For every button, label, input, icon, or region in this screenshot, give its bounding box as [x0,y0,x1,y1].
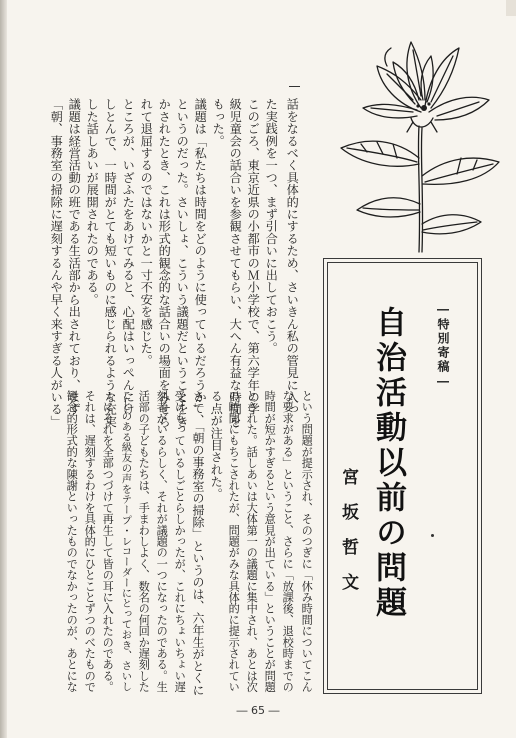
body-column: もった。 [211,98,226,147]
body-column: というのだった。さいしょ、こういう議題だということをき [175,98,190,428]
body-column: ょにそれを全部つづけて再生して皆の耳に入れたのである。 [101,390,115,693]
ornament-dot [431,534,434,537]
body-column: という問題が提示され、そのつぎに「休み時間についてこん [300,390,314,693]
page-corner [506,0,516,16]
body-column: とされた。話しあいは大体第一の議題に集中され、あとは次 [245,390,259,693]
body-column: 「朝、事務室の掃除に遅刻するんや早く来すぎる人がいる」 [49,98,64,428]
body-column: 議題は「私たちは時間をどのように使っているだろうか」 [193,98,208,416]
body-column: しとんで、一時間がとても短いものに感じられるような充実 [103,98,118,428]
body-column: な要求がある」ということ、さらに「放課後、退校時までの [281,390,295,693]
feature-label: ―特別寄稿― [436,302,450,390]
body-column: このごろ、東京近県の小都市のＭ小学校で、第六学年の学 [246,98,261,416]
article-author: 宮坂哲文 [338,468,358,608]
body-column: 活部の子どもたちは、手まわしよく、数名の何回か遅刻した [137,390,151,693]
page-binding-edge [0,0,7,738]
body-column: ことのある級友の声をテープ・レコーダーにとっておき、さいし [119,390,132,692]
body-column: 議題は経営活動の班である生活部から出されており、まず [67,98,82,416]
body-column: 刻者がいるらしく、それが議題の一つになったのである。生 [155,390,169,693]
body-column: さて、「朝の事務室の掃除」というのは、六年生がとくに [191,390,205,696]
body-column: かされたとき、これは形式的観念的な話合いの場面をみせら [157,98,172,428]
body-column: の時間にもちこされたが、問題がみな具体的に提示されてい [227,390,241,693]
body-column: 受けもっているしごとらしかったが、これにちょいちょい遅 [173,390,187,693]
article-title: 自治活動以前の問題 [370,306,406,621]
body-column: 観念的形式的な陳謝といったものでなかったのが、あとにな [65,390,79,693]
body-column: した話しあいが展開されたのである。 [85,98,100,306]
body-column: 級児童会の話合いを参観させてもらい、大へん有益な時間を [228,98,243,428]
body-column: た実践例を一つ、まず引合いに出しておこう。 [264,98,279,355]
body-column: 時間が短かすぎるという意見が出ている」ということが問題 [263,390,277,693]
body-column: それは、遅刻するわけを具体的にひとことずつのべたもので [83,390,97,693]
section-marker [289,86,300,87]
body-column: る点が注目された。 [209,390,224,500]
body-column: ところが、いざふたをあけてみると、心配はいっぺんにけ [121,98,136,416]
flower-illustration [327,8,507,254]
body-column: 話をなるべく具体的にするため、さいきん私の管見に入っ [285,98,300,416]
page-number: ― 65 ― [236,704,280,717]
body-column: れて退屈するのではないかと一寸不安を感じた。 [139,98,154,367]
